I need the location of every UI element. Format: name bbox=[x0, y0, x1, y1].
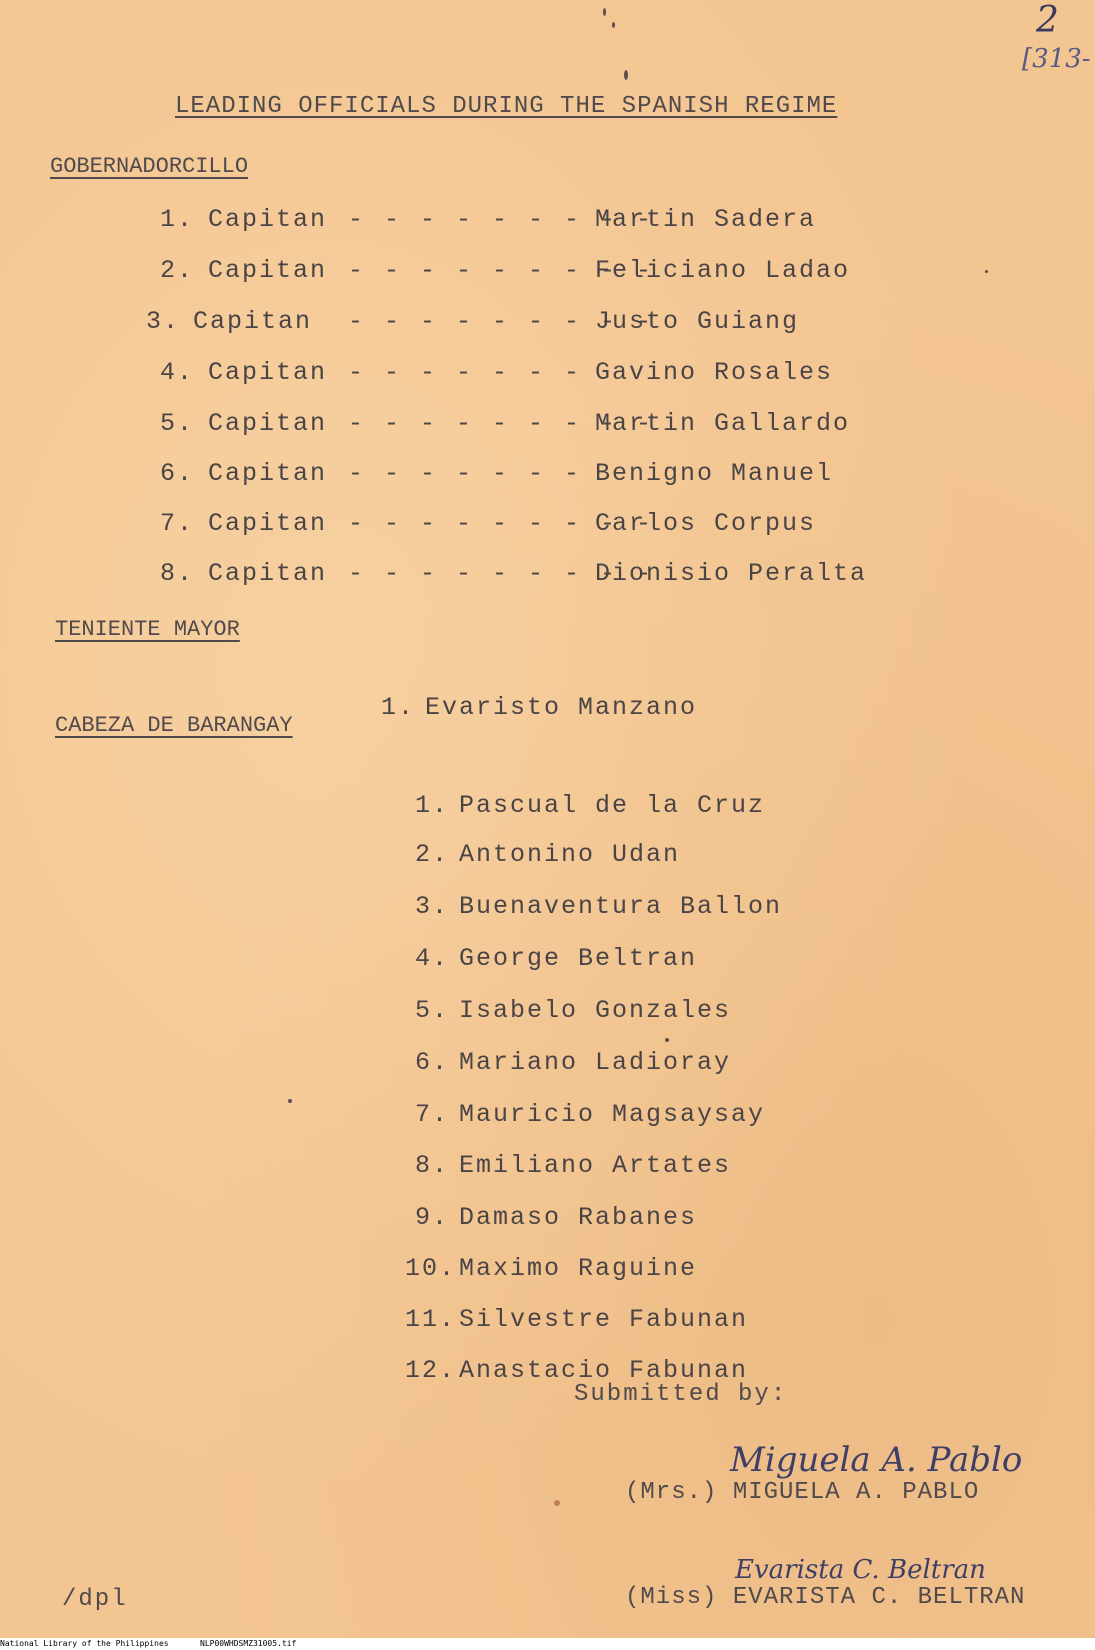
list-item bbox=[0, 459, 1095, 489]
section-heading-gobernadorcillo: GOBERNADORCILLO bbox=[50, 154, 249, 179]
official-name: Dionisio Peralta bbox=[595, 559, 868, 588]
dash-leader: - - - - - - - - - bbox=[348, 256, 655, 285]
official-name: Martin Gallardo bbox=[595, 409, 851, 438]
list-item bbox=[303, 762, 766, 820]
ink-speck bbox=[603, 8, 606, 16]
footer-library: National Library of the Philippines bbox=[0, 1639, 169, 1648]
typist-initials: /dpl bbox=[62, 1586, 128, 1613]
list-item bbox=[303, 664, 698, 722]
item-number: 2. bbox=[415, 840, 450, 869]
list-item bbox=[0, 205, 1095, 235]
official-name: Antonino Udan bbox=[459, 840, 681, 869]
signatory-name-beltran: (Miss) EVARISTA C. BELTRAN bbox=[625, 1584, 1026, 1611]
item-number: 9. bbox=[415, 1203, 450, 1232]
archive-reference: [313- bbox=[1022, 44, 1091, 74]
item-number: 8. bbox=[415, 1151, 450, 1180]
official-name: Mauricio Magsaysay bbox=[459, 1100, 766, 1129]
dash-leader: - - - - - - - bbox=[348, 358, 583, 387]
signature-beltran: Evarista C. Beltran bbox=[735, 1555, 986, 1585]
official-name: George Beltran bbox=[459, 944, 698, 973]
list-item bbox=[303, 1276, 749, 1334]
ink-speck bbox=[612, 22, 615, 28]
list-item bbox=[0, 358, 1095, 388]
footer-file-id: NLP00WHDSMZ31005.tif bbox=[200, 1639, 297, 1648]
document-title: LEADING OFFICIALS DURING THE SPANISH REGIME bbox=[175, 93, 838, 120]
submitted-by-label: Submitted by: bbox=[574, 1381, 788, 1408]
item-number: 10. bbox=[405, 1254, 457, 1283]
official-name: Evaristo Manzano bbox=[425, 693, 698, 722]
scan-footer bbox=[0, 1638, 1095, 1650]
official-name: Martin Sadera bbox=[595, 205, 817, 234]
dash-leader: - - - - - - - - - bbox=[348, 205, 655, 234]
item-rank: Capitan bbox=[208, 256, 328, 285]
official-name: Justo Guiang bbox=[595, 307, 800, 336]
dash-leader: - - - - - - - - - bbox=[348, 409, 655, 438]
official-name: Pascual de la Cruz bbox=[459, 791, 766, 820]
item-number: 7. bbox=[160, 509, 195, 538]
item-rank: Capitan bbox=[208, 459, 328, 488]
list-item bbox=[303, 1174, 698, 1232]
dash-leader: - - - - - - - bbox=[348, 459, 583, 488]
item-number: 1. bbox=[415, 791, 450, 820]
item-number: 2. bbox=[160, 256, 195, 285]
list-item bbox=[303, 1122, 732, 1180]
item-number: 1. bbox=[381, 693, 416, 722]
item-number: 4. bbox=[160, 358, 195, 387]
list-item bbox=[0, 409, 1095, 439]
official-name: Benigno Manuel bbox=[595, 459, 834, 488]
list-item bbox=[303, 915, 698, 973]
official-name: Feliciano Ladao bbox=[595, 256, 851, 285]
official-name: Emiliano Artates bbox=[459, 1151, 732, 1180]
official-name: Isabelo Gonzales bbox=[459, 996, 732, 1025]
official-name: Maximo Raguine bbox=[459, 1254, 698, 1283]
official-name: Mariano Ladioray bbox=[459, 1048, 732, 1077]
list-item bbox=[0, 559, 1095, 589]
item-number: 3. bbox=[146, 307, 181, 336]
item-number: 3. bbox=[415, 892, 450, 921]
official-name: Damaso Rabanes bbox=[459, 1203, 698, 1232]
item-number: 8. bbox=[160, 559, 195, 588]
item-number: 1. bbox=[160, 205, 195, 234]
signature-pablo: Miguela A. Pablo bbox=[730, 1440, 1023, 1480]
list-item bbox=[303, 1327, 749, 1385]
list-item bbox=[303, 967, 732, 1025]
signatory-name-pablo: (Mrs.) MIGUELA A. PABLO bbox=[625, 1479, 980, 1506]
list-item bbox=[303, 863, 783, 921]
official-name: Carlos Corpus bbox=[595, 509, 817, 538]
section-heading-cabeza-de-barangay: CABEZA DE BARANGAY bbox=[55, 713, 293, 738]
official-name: Gavino Rosales bbox=[595, 358, 834, 387]
list-item bbox=[303, 1225, 698, 1283]
official-name: Anastacio Fabunan bbox=[459, 1356, 749, 1385]
item-number: 6. bbox=[160, 459, 195, 488]
list-item bbox=[0, 307, 1095, 337]
item-rank: Capitan bbox=[208, 509, 328, 538]
list-item bbox=[303, 811, 681, 869]
dash-leader: - - - - - - - - - bbox=[348, 307, 655, 336]
dash-leader: - - - - - - - - - bbox=[348, 509, 655, 538]
item-number: 11. bbox=[405, 1305, 457, 1334]
item-number: 5. bbox=[160, 409, 195, 438]
item-number: 12. bbox=[405, 1356, 457, 1385]
item-rank: Capitan bbox=[208, 559, 328, 588]
ink-speck bbox=[288, 1099, 292, 1103]
ink-speck bbox=[624, 70, 628, 80]
list-item bbox=[303, 1019, 732, 1077]
item-rank: Capitan bbox=[208, 205, 328, 234]
item-number: 6. bbox=[415, 1048, 450, 1077]
item-number: 5. bbox=[415, 996, 450, 1025]
page-number: 2 bbox=[1036, 0, 1059, 41]
item-number: 4. bbox=[415, 944, 450, 973]
item-number: 7. bbox=[415, 1100, 450, 1129]
official-name: Silvestre Fabunan bbox=[459, 1305, 749, 1334]
list-item bbox=[303, 1071, 766, 1129]
official-name: Buenaventura Ballon bbox=[459, 892, 783, 921]
list-item bbox=[0, 256, 1095, 286]
item-rank: Capitan bbox=[193, 307, 313, 336]
ink-speck bbox=[554, 1500, 560, 1506]
section-heading-teniente-mayor: TENIENTE MAYOR bbox=[55, 617, 240, 642]
item-rank: Capitan bbox=[208, 409, 328, 438]
dash-leader: - - - - - - - - - bbox=[348, 559, 655, 588]
list-item bbox=[0, 509, 1095, 539]
item-rank: Capitan bbox=[208, 358, 328, 387]
